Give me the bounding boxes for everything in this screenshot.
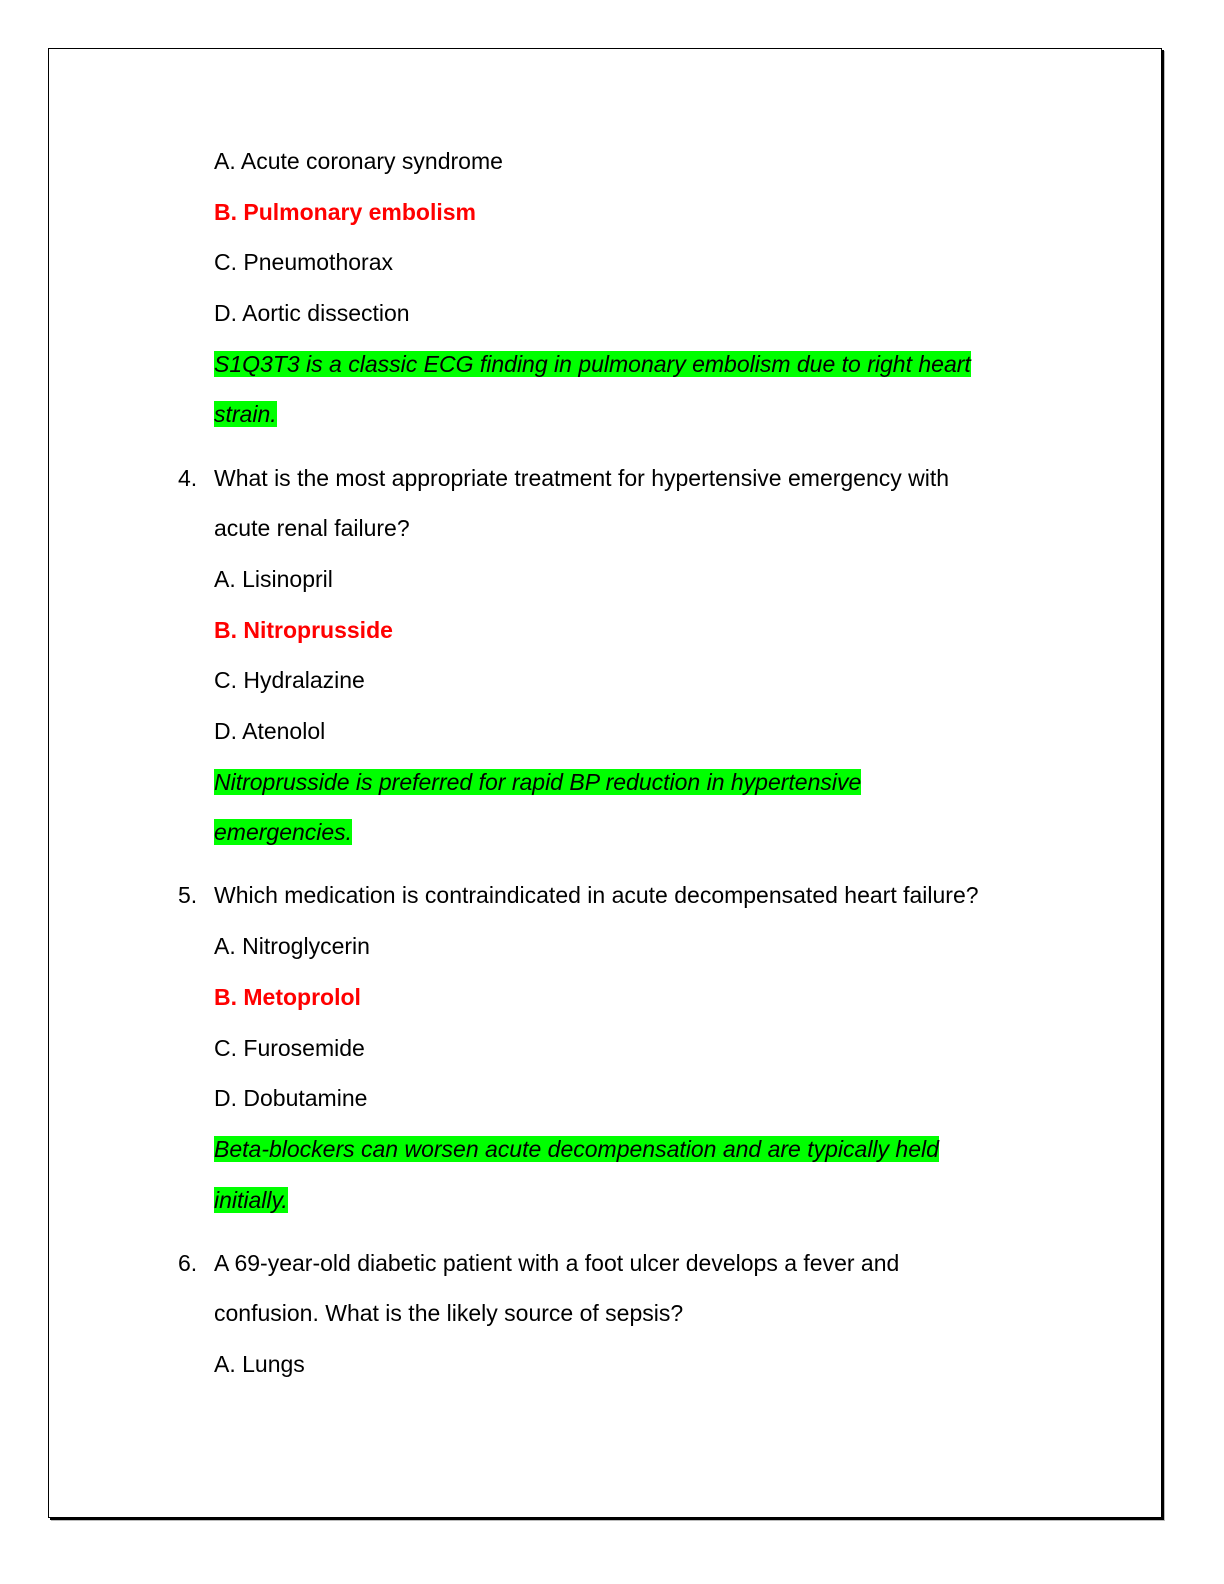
q3-explanation-text-1: S1Q3T3 is a classic ECG finding in pulmonary embolism due to right heart <box>214 351 971 377</box>
q3-explanation-line-1 <box>214 349 971 379</box>
q3-explanation-line-2 <box>214 399 277 429</box>
q3-option-a: A. Acute coronary syndrome <box>214 148 503 174</box>
q4-explanation-line-1 <box>214 767 861 797</box>
q3-option-b-correct: B. Pulmonary embolism <box>214 199 477 225</box>
q5-explanation-line-1 <box>214 1134 939 1164</box>
q5-explanation-text-2: initially. <box>214 1187 288 1213</box>
q5-option-b-correct: B. Metoprolol <box>214 984 361 1010</box>
q4-explanation-line-2 <box>214 817 352 847</box>
q4-number: 4. <box>178 465 198 491</box>
q3-option-d: D. Aortic dissection <box>214 300 410 326</box>
q6-option-a: A. Lungs <box>214 1351 305 1377</box>
q4-option-d: D. Atenolol <box>214 718 326 744</box>
q3-explanation-text-2: strain. <box>214 401 277 427</box>
q3-option-c: C. Pneumothorax <box>214 249 393 275</box>
q6-question-line-1: A 69-year-old diabetic patient with a foot ulcer develops a fever and <box>214 1250 900 1276</box>
q4-question-line-2: acute renal failure? <box>214 515 410 541</box>
q6-question-line-2: confusion. What is the likely source of sepsis? <box>214 1300 684 1326</box>
q5-option-a: A. Nitroglycerin <box>214 933 370 959</box>
q5-option-d: D. Dobutamine <box>214 1085 368 1111</box>
q4-option-a: A. Lisinopril <box>214 566 333 592</box>
q6-number: 6. <box>178 1250 198 1276</box>
q4-option-b-correct: B. Nitroprusside <box>214 617 393 643</box>
q4-explanation-text-1: Nitroprusside is preferred for rapid BP reduction in hypertensive <box>214 769 862 795</box>
q5-question-line-1: Which medication is contraindicated in acute decompensated heart failure? <box>214 882 979 908</box>
q5-option-c: C. Furosemide <box>214 1035 365 1061</box>
q4-question-line-1: What is the most appropriate treatment for hypertensive emergency with <box>214 465 950 491</box>
q4-option-c: C. Hydralazine <box>214 667 365 693</box>
q5-explanation-text-1: Beta-blockers can worsen acute decompensation and are typically held <box>214 1136 939 1162</box>
q5-explanation-line-2 <box>214 1185 288 1215</box>
q5-number: 5. <box>178 882 198 908</box>
q4-explanation-text-2: emergencies. <box>214 819 353 845</box>
